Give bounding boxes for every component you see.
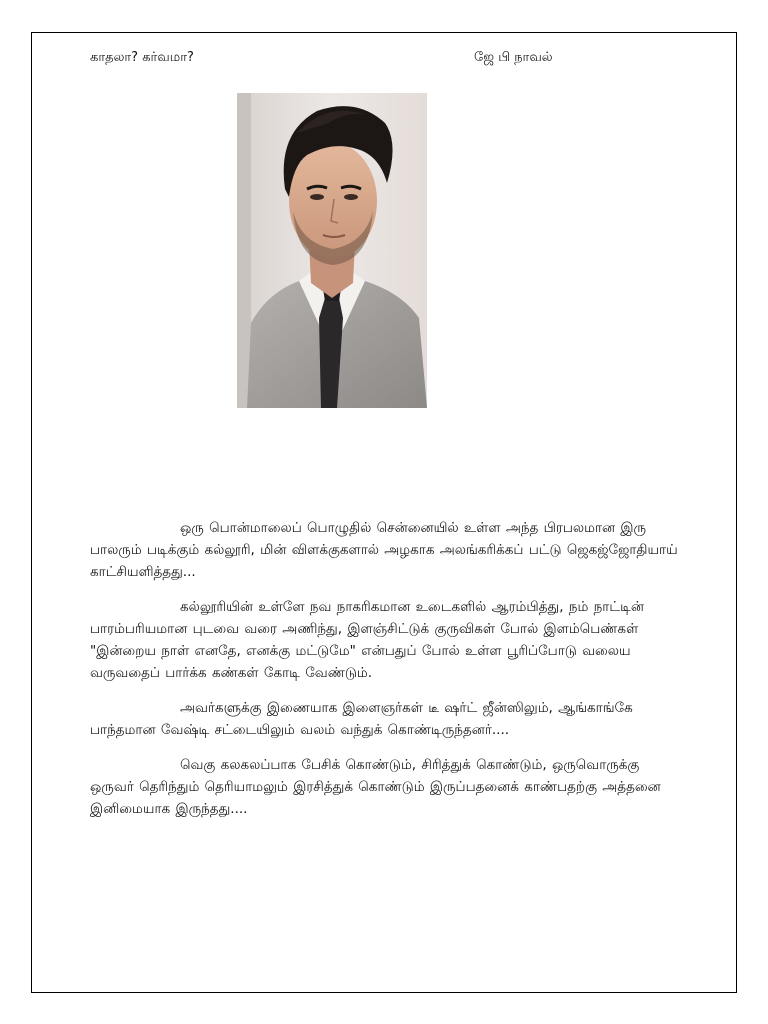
author-name: ஜே பி நாவல் xyxy=(474,50,553,65)
story-text xyxy=(90,517,680,833)
paragraph: ஒரு பொன்மாலைப் பொழுதில் சென்னையில் உள்ள அந்த பிரபலமான இரு பாலரும் படிக்கும் கல்லூரி, மின் விளக்குகளால் அழகாக அலங்கரிக்கப் பட்டு ஜெகஜ்ஜோதியாய் காட்சியளித்தது... xyxy=(90,520,678,580)
portrait-photo xyxy=(237,93,427,408)
paragraph: அவர்களுக்கு இணையாக இளைஞர்கள் டீ ஷர்ட் ஜீன்ஸிலும், ஆங்காங்கே பாந்தமான வேஷ்டி சட்டையிலும் வலம் வந்துக் கொண்டிருந்தனர்.... xyxy=(90,700,633,738)
paragraph: கல்லூரியின் உள்ளே நவ நாகரிகமான உடைகளில் ஆரம்பித்து, நம் நாட்டின் பாரம்பரியமான புடவை வரை அணிந்து, இளஞ்சிட்டுக் குருவிகள் போல் இளம்பெண்கள் "இன்றைய நாள் எனதே, எனக்கு மட்டுமே" என்பதுப் போல் உள்ள பூரிப்போடு வலைய வருவதைப் பார்க்க கண்கள் கோடி வேண்டும். xyxy=(90,599,644,681)
book-title: காதலா? கர்வமா? xyxy=(90,50,194,65)
document-page xyxy=(31,32,737,993)
paragraph: வெகு கலகலப்பாக பேசிக் கொண்டும், சிரித்துக் கொண்டும், ஒருவொருக்கு ஒருவர் தெரிந்தும் தெரியாமலும் இரசித்துக் கொண்டும் இருப்பதனைக் காண்பதற்கு அத்தனை இனிமையாக இருந்தது.... xyxy=(90,757,661,817)
